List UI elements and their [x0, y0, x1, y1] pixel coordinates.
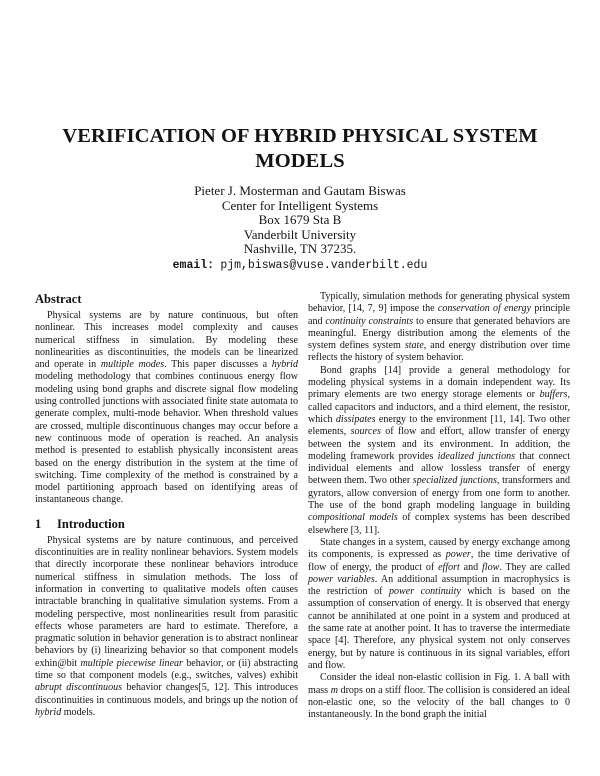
email-label: email:	[172, 258, 215, 272]
right-column	[308, 291, 570, 721]
abstract-paragraph: Physical systems are by nature continuous, but often nonlinear. This increases model complexity and causes numerical stiffness in simulation. By modeling these nonlinearities as discontinuities, the models can be linearized and operate in multiple modes. This paper discusses a hybrid modeling methodology that combines continuous energy flow modeling using bond graphs and discrete signal flow modeling using controlled junctions with associated finite state automata to generate complex, multi-mode behavior. When threshold values are crossed, multiple discontinuous changes may occur before a new continuous mode of operation is reached. An analysis method is presented to establish physically inconsistent areas based on the energy distribution in the system at the time of switching. Time complexity of the method is constrained by a model partitioning approach based on identifying areas of instantaneous change.	[35, 310, 298, 506]
email-line	[0, 257, 600, 274]
section-number: 1	[35, 516, 42, 531]
affiliation-line: Center for Intelligent Systems	[221, 197, 379, 213]
affiliation-line: Box 1679 Sta B	[258, 212, 342, 228]
abstract-heading: Abstract	[35, 292, 82, 306]
title-line-1: VERIFICATION OF HYBRID PHYSICAL SYSTEM	[62, 125, 538, 147]
section-title: Introduction	[57, 516, 125, 531]
body-paragraph-4: Consider the ideal non-elastic collision in Fig. 1. A ball with mass m drops on a stiff floor. The collision is considered an ideal non-elastic one, so the velocity of the ball changes to 0 instantaneously. In the bond graph the initial	[308, 672, 570, 721]
email-address[interactable]: pjm,biswas@vuse.vanderbilt.edu	[220, 258, 428, 272]
affiliation-line: Vanderbilt University	[243, 226, 357, 242]
introduction-paragraph: Physical systems are by nature continuous, and perceived discontinuities are in reality nonlinear behaviors. System models that directly incorporate these nonlinear behaviors introduce numerical stiffness in simulation methods. The loss of information in converting to qualitative models often causes intractable branching in qualitative simulation systems. From a modeling perspective, most nonlinearities result from parasitic effects whose parameters are hard to estimate. Therefore, a pragmatic solution in behavior generation is to abstract nonlinear behaviors by (i) linearizing behavior so that component models exhin@bit multiple piecewise linear behavior, or (ii) abstracting time so that component models (e.g., switches, valves) exhibit abrupt discontinuous behavior changes[5, 12]. This introduces discontinuities in continuous models, and brings up the notion of hybrid models.	[35, 534, 298, 718]
body-paragraph-2: Bond graphs [14] provide a general methodology for modeling physical systems in a domain independent way. Its primary elements are two energy storage elements or buffers, called capacitors and inductors, and a third element, the resistor, which dissipates energy to the environment [11, 14]. Two other elements, sources of flow and effort, allow transfer of energy between the system and its environment. In addition, the modeling framework provides idealized junctions that connect individual elements and allow lossless transfer of energy between them. Two other specialized junctions, transformers and gyrators, allow conversion of energy from one form to another. The use of the bond graph modeling language in building compositional models of complex systems has been described elsewhere [3, 11].	[308, 364, 570, 536]
author-block	[0, 184, 600, 274]
author-names: Pieter J. Mosterman and Gautam Biswas	[194, 183, 406, 198]
title-line-2: MODELS	[255, 150, 345, 172]
introduction-heading	[35, 516, 298, 532]
body-paragraph-3: State changes in a system, caused by energy exchange among its components, is expressed as power, the time derivative of flow of energy, the product of effort and flow. They are called power variables. An additional assumption in macrophysics is the restriction of power continuity which is based on the assumption of conservation of energy. It is observed that energy cannot be annihilated at one point in a system and produced at the same rate at another point. It has to traverse the intermediate space [4]. Therefore, any physical system not only conserves energy, but by nature is continuous in its signal variables, effort and flow.	[308, 536, 570, 671]
paper-title	[0, 124, 600, 174]
affiliation-line: Nashville, TN 37235.	[243, 241, 357, 257]
body-paragraph-1: Typically, simulation methods for generating physical system behavior, [14, 7, 9] impose the conservation of energy principle and continuity constraints to ensure that generated behaviors are meaningful. Energy distribution among the elements of the system defines system state, and energy distribution over time reflects the history of system behavior.	[308, 291, 570, 364]
left-column	[35, 291, 298, 719]
